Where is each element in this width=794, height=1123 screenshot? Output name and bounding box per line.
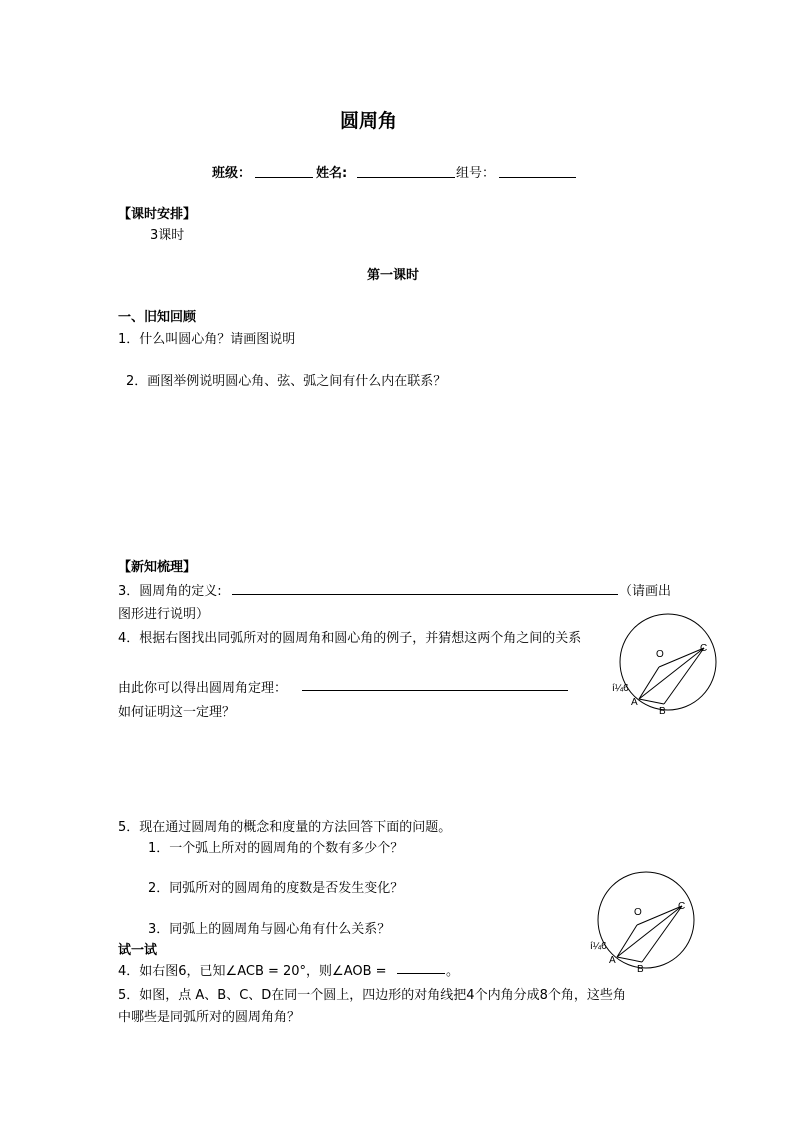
page-title: 圆周角 (340, 110, 398, 132)
new-knowledge-heading: 【新知梳理】 (118, 560, 197, 575)
group-blank[interactable] (499, 177, 576, 178)
label-o: O (634, 907, 642, 918)
label-b: B (637, 964, 644, 975)
problem-4-end: 。 (446, 964, 460, 979)
question-3-suffix: （请画出 (619, 584, 672, 599)
definition-blank[interactable] (232, 594, 618, 595)
chord-ca (617, 906, 682, 957)
radius-oa (617, 925, 637, 957)
circle-figure-2 (578, 868, 698, 988)
class-blank[interactable] (255, 177, 313, 178)
problem-5-line-2: 中哪些是同弧所对的圆周角角？ (118, 1010, 301, 1025)
circle-figure-1 (600, 610, 720, 730)
circle (598, 872, 694, 968)
class-label: 班级： (212, 166, 252, 181)
lesson-title: 第一课时 (367, 268, 420, 283)
theorem-blank[interactable] (302, 690, 568, 691)
theorem-label: 由此你可以得出圆周角定理： (118, 681, 288, 696)
question-5: 5．现在通过圆周角的概念和度量的方法回答下面的问题。 (118, 820, 452, 835)
chord-ca (639, 648, 704, 699)
review-question-1: 1．什么叫圆心角？请画图说明 (118, 332, 296, 347)
label-a: A (631, 697, 638, 708)
circle (620, 614, 716, 710)
prove-question: 如何证明这一定理？ (118, 705, 236, 720)
angle-blank[interactable] (397, 973, 445, 974)
question-5-3: 3．同弧上的圆周角与圆心角有什么关系？ (148, 922, 391, 937)
problem-4: 4．如右图6，已知∠ACB = 20°，则∠AOB = (118, 964, 387, 979)
figure-caption: í¼6 (612, 683, 629, 694)
label-o: O (656, 649, 664, 660)
review-question-2: 2．画图举例说明圆心角、弦、弧之间有什么内在联系？ (126, 374, 447, 389)
schedule-heading: 【课时安排】 (118, 207, 197, 222)
review-heading: 一、旧知回顾 (118, 310, 197, 325)
figure-caption: í¼6 (590, 941, 607, 952)
group-label: 组号： (456, 166, 496, 181)
label-c: C (678, 901, 686, 912)
name-label: 姓名: (316, 166, 348, 181)
question-5-2: 2．同弧所对的圆周角的度数是否发生变化？ (148, 881, 404, 896)
label-c: C (700, 643, 708, 654)
problem-5-line-1: 5．如图，点 A、B、C、D在同一个圆上，四边形的对角线把4个内角分成8个角，这些角 (118, 988, 626, 1003)
radius-oa (639, 667, 659, 699)
name-blank[interactable] (357, 177, 455, 178)
try-heading: 试一试 (118, 943, 158, 958)
question-5-1: 1．一个弧上所对的圆周角的个数有多少个？ (148, 841, 404, 856)
label-a: A (609, 955, 616, 966)
schedule-value: 3课时 (150, 228, 185, 243)
question-4: 4．根据右图找出同弧所对的圆周角和圆心角的例子，并猜想这两个角之间的关系 (118, 631, 582, 646)
question-3-label: 3．圆周角的定义: (118, 584, 222, 599)
question-3-continued: 图形进行说明） (118, 607, 210, 622)
label-b: B (659, 706, 666, 717)
